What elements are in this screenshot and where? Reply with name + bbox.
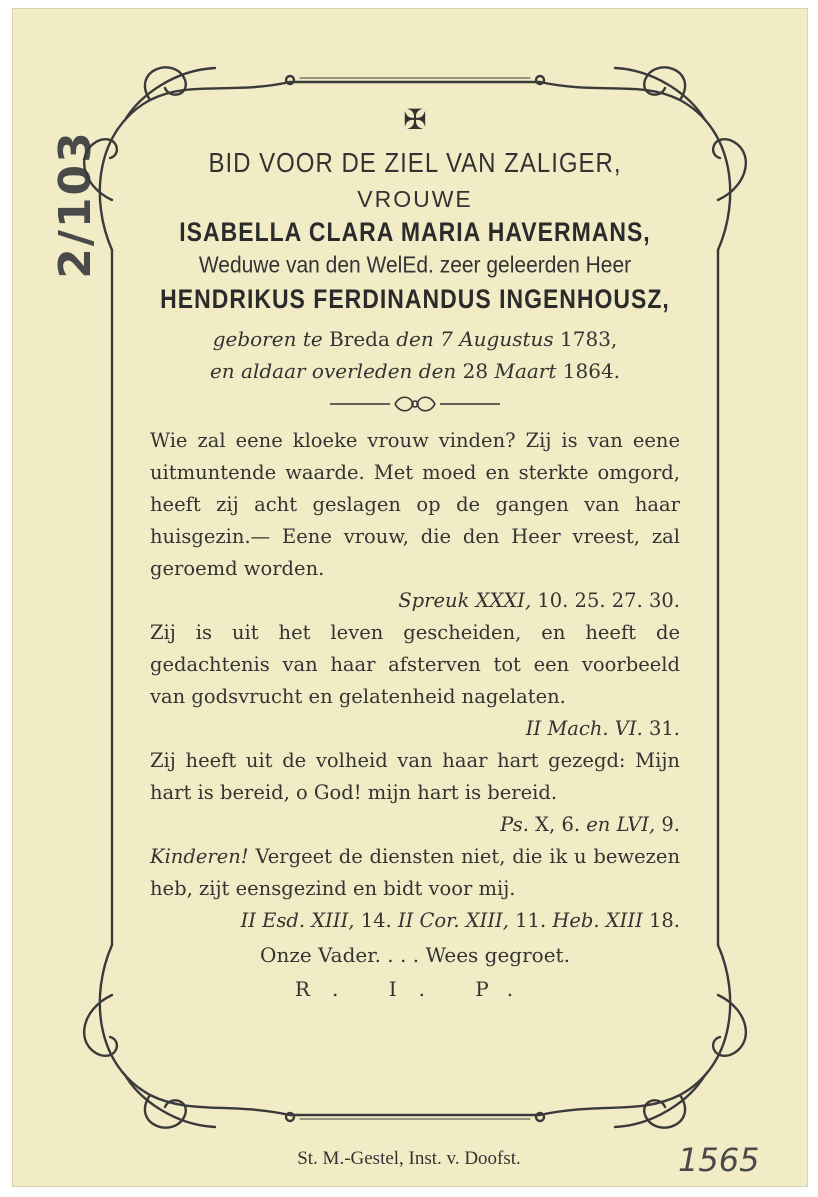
reference-1-book: Spreuk XXXI, [398,589,532,612]
birth-prefix: geboren te [212,327,323,351]
closing-prayer: Onze Vader. . . . Wees gegroet. [260,943,570,967]
reference-2-book: II Mach. VI. [525,717,643,740]
ornament-divider [150,393,680,415]
birth-year: 1783, [560,327,618,351]
card-text [150,100,680,1007]
reference-3-d: 9. [661,813,680,836]
death-day: 28 [462,359,489,383]
cross-icon: ✠ [403,103,427,136]
death-prefix: en aldaar overleden den [209,359,457,383]
paragraph-4-text: Vergeet de diensten niet, die ik u bewezen heb, zijt eensgezind en bidt voor mij. [150,845,681,900]
printer-imprint: St. M.-Gestel, Inst. v. Doofst. [297,1148,521,1169]
birth-month: Augustus [459,327,554,351]
reference-4-e: Heb. XIII [552,909,643,932]
divider-ornament-icon [325,393,505,415]
reference-4-b: 14. [360,909,392,932]
death-month: Maart [494,359,557,383]
reference-4-d: 11. [515,909,547,932]
reference-4-c: II Cor. XIII, [397,909,509,932]
reference-3 [150,809,680,841]
reference-4-f: 18. [648,909,680,932]
reference-2 [150,713,680,745]
birth-place: Breda [329,327,390,351]
reference-4-a: II Esd. XIII, [240,909,355,932]
reference-2-verses: 31. [648,717,680,740]
children-address: Kinderen! [150,845,249,868]
handwritten-catalog-number: 2/103 [49,130,101,279]
prayer-heading: BID VOOR DE ZIEL VAN ZALIGER, [208,147,622,179]
reference-3-b: X, 6. [535,813,581,836]
handwritten-year: 1565 [678,1141,760,1179]
reference-3-c: en LVI, [586,813,656,836]
scripture-paragraph-4 [150,841,680,905]
scripture-paragraph-3: Zij heeft uit de volheid van haar hart gezegd: Mijn hart is bereid, o God! mijn hart is bereid. [150,749,680,804]
reference-1-verses: 10. 25. 27. 30. [537,589,680,612]
birth-day: den 7 [396,327,453,351]
reference-3-a: Ps. [500,813,529,836]
title-vrouwe: VROUWE [357,186,473,212]
rip-inscription: R. I. P. [294,977,536,1001]
birth-death-dates [150,323,680,387]
deceased-name: ISABELLA CLARA MARIA HAVERMANS, [179,216,651,247]
death-year: 1864. [562,359,621,383]
scripture-paragraph-2: Zij is uit het leven gescheiden, en heeft de gedachtenis van haar afsterven tot een voorbeeld van godsvrucht en gelatenheid nagelaten. [150,621,680,708]
reference-4 [150,905,680,937]
relation-line: Weduwe van den WelEd. zeer geleerden Heer [198,252,632,279]
spouse-name: HENDRIKUS FERDINANDUS INGENHOUSZ, [160,283,670,314]
scripture-paragraph-1: Wie zal eene kloeke vrouw vinden? Zij is van eene uitmuntende waarde. Met moed en sterkte omgord, heeft zij acht geslagen op de gangen van haar huisgezin.— Eene vrouw, die den Heer vreest, zal geroemd worden. [150,429,680,580]
reference-1 [150,585,680,617]
